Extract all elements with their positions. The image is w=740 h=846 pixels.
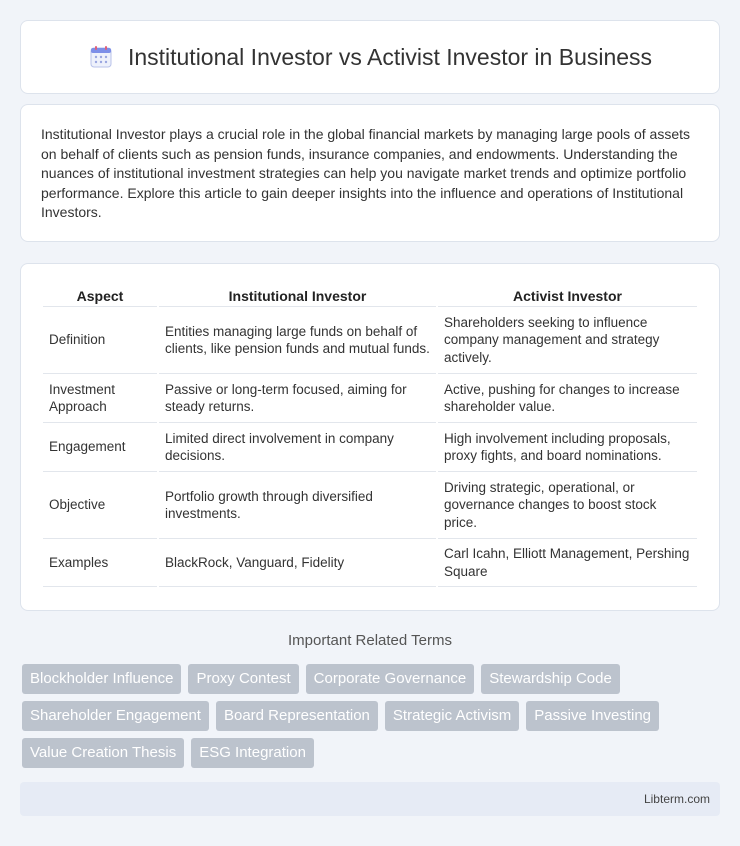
related-term-tag[interactable]: Stewardship Code [481,664,620,694]
table-row [43,472,697,539]
table-row [43,539,697,587]
intro-card [20,104,720,242]
table-row [43,307,697,374]
cell-aspect: Engagement [43,423,158,472]
cell-aspect: Objective [43,472,158,539]
related-term-tag[interactable]: Passive Investing [526,701,659,731]
related-term-tag[interactable]: Shareholder Engagement [22,701,209,731]
cell-institutional: BlackRock, Vanguard, Fidelity [158,539,437,587]
title-card [20,20,720,94]
comparison-table [43,284,697,587]
related-terms-list [22,664,722,775]
comparison-card [20,263,720,611]
header-institutional: Institutional Investor [158,284,437,307]
footer [20,782,720,816]
cell-activist: Active, pushing for changes to increase shareholder value. [437,374,697,423]
cell-activist: Shareholders seeking to influence company management and strategy actively. [437,307,697,374]
related-term-tag[interactable]: Proxy Contest [188,664,298,694]
related-term-tag[interactable]: Blockholder Influence [22,664,181,694]
cell-aspect: Examples [43,539,158,587]
cell-activist: Carl Icahn, Elliott Management, Pershing Square [437,539,697,587]
table-header-row [43,284,697,307]
related-term-tag[interactable]: Board Representation [216,701,378,731]
table-row [43,423,697,472]
related-terms-title: Important Related Terms [288,632,452,649]
related-term-tag[interactable]: Value Creation Thesis [22,738,184,768]
table-row [43,374,697,423]
related-term-tag[interactable]: ESG Integration [191,738,314,768]
intro-text: Institutional Investor plays a crucial role in the global financial markets by managing large pools of assets on behalf of clients such as pension funds, insurance companies, and endowments. Understanding the nuances of institutional investment strategies can help you navigate market trends and optimize portfolio performance. Explore this article to gain deeper insights into the influence and operations of Institutional Investors. [41,126,691,220]
header-aspect: Aspect [43,284,158,307]
cell-activist: High involvement including proposals, proxy fights, and board nominations. [437,423,697,472]
header-activist: Activist Investor [437,284,697,307]
related-term-tag[interactable]: Corporate Governance [306,664,475,694]
cell-institutional: Portfolio growth through diversified investments. [158,472,437,539]
cell-activist: Driving strategic, operational, or governance changes to boost stock price. [437,472,697,539]
footer-site-link[interactable]: Libterm.com [643,792,710,806]
document-icon [88,44,114,70]
cell-aspect: Investment Approach [43,374,158,423]
cell-aspect: Definition [43,307,158,374]
cell-institutional: Entities managing large funds on behalf of clients, like pension funds and mutual funds. [158,307,437,374]
page-title: Institutional Investor vs Activist Investor in Business [127,43,653,70]
related-term-tag[interactable]: Strategic Activism [385,701,519,731]
cell-institutional: Passive or long-term focused, aiming for steady returns. [158,374,437,423]
cell-institutional: Limited direct involvement in company decisions. [158,423,437,472]
